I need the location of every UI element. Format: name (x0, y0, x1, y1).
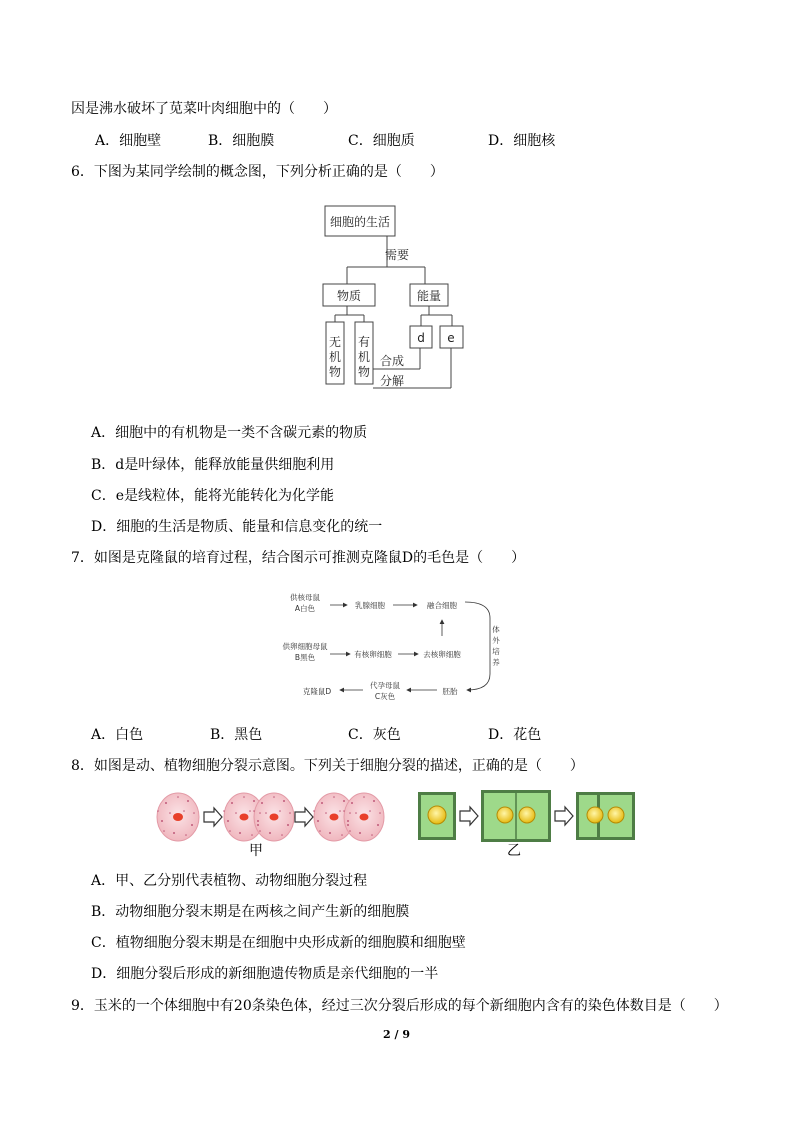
q6-option-b[interactable]: B．d是叶绿体，能释放能量供细胞利用 (91, 457, 335, 473)
plant-cell-division-diagram (417, 789, 637, 845)
culture-char-1: 体 (492, 625, 500, 634)
q5-option-c[interactable]: C．细胞质 (348, 133, 415, 149)
q8-option-c[interactable]: C．植物细胞分裂末期是在细胞中央形成新的细胞膜和细胞壁 (91, 935, 466, 951)
label-jia: 甲 (249, 843, 263, 859)
breast-cell-label: 乳腺细胞 (355, 601, 385, 610)
q8-stem: 8．如图是动、植物细胞分裂示意图。下列关于细胞分裂的描述，正确的是（ ） (71, 758, 584, 774)
animal-cell-dividing-2 (313, 793, 384, 841)
e-label: e (447, 331, 455, 345)
matter-label: 物质 (336, 289, 362, 303)
animal-cell-dividing-1 (223, 793, 294, 841)
egg-cell-label: 有核卵细胞 (354, 650, 392, 659)
root-label: 细胞的生活 (329, 215, 391, 229)
donor-b-line1: 供卵细胞母鼠 (282, 642, 328, 651)
q5-option-a[interactable]: A．细胞壁 (95, 133, 162, 149)
enucleated-egg-label: 去核卵细胞 (423, 650, 461, 659)
organic-label-1: 有 (357, 335, 371, 349)
animal-cell-division-diagram (156, 787, 386, 847)
q6-option-d[interactable]: D．细胞的生活是物质、能量和信息变化的统一 (91, 519, 383, 535)
donor-b-line2: B黑色 (294, 653, 316, 662)
q9-stem: 9．玉米的一个体细胞中有20条染色体，经过三次分裂后形成的每个新细胞内含有的染色体数目是（ ） (71, 998, 728, 1014)
d-label: d (417, 331, 425, 345)
culture-char-4: 养 (492, 658, 500, 667)
synth-label: 合成 (380, 354, 405, 368)
q6-option-a[interactable]: A．细胞中的有机物是一类不含碳元素的物质 (91, 425, 368, 441)
plant-cells-divided (576, 792, 635, 840)
arrow-icon (295, 808, 313, 826)
donor-a-line2: A白色 (294, 604, 316, 613)
concept-map-diagram (315, 203, 505, 393)
plant-cell-1 (418, 792, 456, 840)
q6-option-c[interactable]: C．e是线粒体，能将光能转化为化学能 (91, 488, 334, 504)
q8-option-a[interactable]: A．甲、乙分别代表植物、动物细胞分裂过程 (91, 873, 368, 889)
inorganic-label-3: 物 (328, 365, 342, 379)
q5-option-b[interactable]: B．细胞膜 (208, 133, 275, 149)
need-label: 需要 (385, 248, 410, 262)
clone-mouse-diagram (282, 588, 515, 703)
page-number: 2 / 9 (383, 1028, 410, 1041)
donor-a-line1: 供核母鼠 (290, 593, 320, 602)
energy-label: 能量 (416, 289, 442, 303)
inorganic-label-2: 机 (328, 350, 342, 364)
decomp-label: 分解 (380, 374, 405, 388)
arrow-icon (555, 807, 573, 825)
arrow-icon (460, 807, 478, 825)
q7-option-a[interactable]: A．白色 (91, 727, 144, 743)
surrogate-line2: C灰色 (374, 692, 396, 701)
q7-stem: 7．如图是克隆鼠的培育过程，结合图示可推测克隆鼠D的毛色是（ ） (71, 550, 526, 566)
surrogate-line1: 代孕母鼠 (370, 681, 400, 690)
q8-option-b[interactable]: B．动物细胞分裂末期是在两核之间产生新的细胞膜 (91, 904, 410, 920)
embryo-label: 胚胎 (442, 687, 458, 696)
q5-option-d[interactable]: D．细胞核 (488, 133, 556, 149)
q7-option-d[interactable]: D．花色 (488, 727, 542, 743)
organic-label-3: 物 (357, 365, 371, 379)
fused-cell-label: 融合细胞 (427, 601, 457, 610)
inorganic-label-1: 无 (328, 335, 342, 349)
clone-mouse-label: 克隆鼠D (302, 687, 332, 696)
q6-stem: 6．下图为某同学绘制的概念图，下列分析正确的是（ ） (71, 164, 444, 180)
q5-stem-tail: 因是沸水破坏了苋菜叶肉细胞中的（ ） (71, 101, 337, 117)
arrow-icon (204, 808, 222, 826)
organic-label-2: 机 (357, 350, 371, 364)
label-yi: 乙 (507, 843, 521, 859)
plant-cell-dividing (481, 790, 551, 842)
q8-option-d[interactable]: D．细胞分裂后形成的新细胞遗传物质是亲代细胞的一半 (91, 966, 439, 982)
q7-option-b[interactable]: B．黑色 (210, 727, 263, 743)
animal-cell-1 (157, 793, 199, 841)
culture-char-3: 培 (492, 647, 500, 656)
q7-option-c[interactable]: C．灰色 (348, 727, 401, 743)
culture-char-2: 外 (492, 636, 500, 645)
